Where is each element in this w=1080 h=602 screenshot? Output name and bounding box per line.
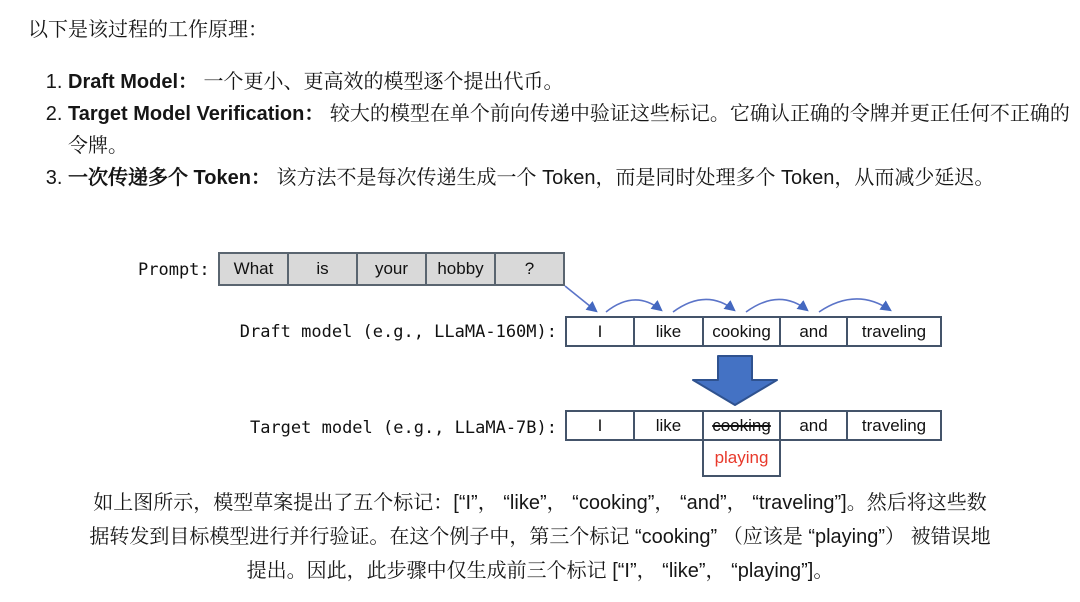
explanation-line: 如上图所示，模型草案提出了五个标记：[“I”， “like”， “cooking”， “and”， “traveling”]。然后将这些数 xyxy=(93,492,987,514)
prompt-token: ? xyxy=(494,252,565,286)
steps-list xyxy=(28,66,1076,194)
target-token-row xyxy=(565,410,942,441)
target-token-rejected: cooking xyxy=(702,410,781,441)
draft-token-row xyxy=(565,316,942,347)
prompt-token: is xyxy=(287,252,358,286)
target-token: and xyxy=(779,410,848,441)
prompt-token: hobby xyxy=(425,252,496,286)
draft-token: cooking xyxy=(702,316,781,347)
target-token: like xyxy=(633,410,704,441)
draft-token: like xyxy=(633,316,704,347)
target-token: traveling xyxy=(846,410,942,441)
step-text: 较大的模型在单个前向传递中验证这些标记。它确认正确的令牌并更正任何不正确的令牌。 xyxy=(68,103,1070,157)
prompt-label: Prompt: xyxy=(138,260,210,280)
draft-token: and xyxy=(779,316,848,347)
target-model-label: Target model (e.g., LLaMA-7B): xyxy=(249,418,557,438)
explanation-paragraph xyxy=(0,486,1080,588)
step-multi-token xyxy=(68,162,1076,194)
token-hop-arrows xyxy=(540,275,960,320)
step-draft-model xyxy=(68,66,1076,98)
prompt-token-row xyxy=(218,252,565,286)
prompt-token: your xyxy=(356,252,427,286)
target-token: I xyxy=(565,410,635,441)
step-label: Draft Model： xyxy=(68,71,198,93)
intro-line: 以下是该过程的工作原理： xyxy=(28,19,268,41)
draft-token: I xyxy=(565,316,635,347)
explanation-line: 据转发到目标模型进行并行验证。在这个例子中，第三个标记 “cooking” （应该是 “playing”） 被错误地 xyxy=(89,526,991,548)
step-label: Target Model Verification： xyxy=(68,103,325,125)
step-text: 一个更小、更高效的模型逐个提出代币。 xyxy=(198,71,564,93)
correction-token-box: playing xyxy=(702,439,781,477)
step-text: 该方法不是每次传递生成一个 Token，而是同时处理多个 Token，从而减少延迟。 xyxy=(270,167,995,189)
prompt-token: What xyxy=(218,252,289,286)
step-target-verification xyxy=(68,98,1076,162)
draft-token: traveling xyxy=(846,316,942,347)
explanation-line: 提出。因此，此步骤中仅生成前三个标记 [“I”， “like”， “playing”]。 xyxy=(246,560,834,582)
verification-down-arrow xyxy=(690,354,780,408)
step-label: 一次传递多个 Token： xyxy=(68,167,271,189)
draft-model-label: Draft model (e.g., LLaMA-160M): xyxy=(239,322,557,342)
